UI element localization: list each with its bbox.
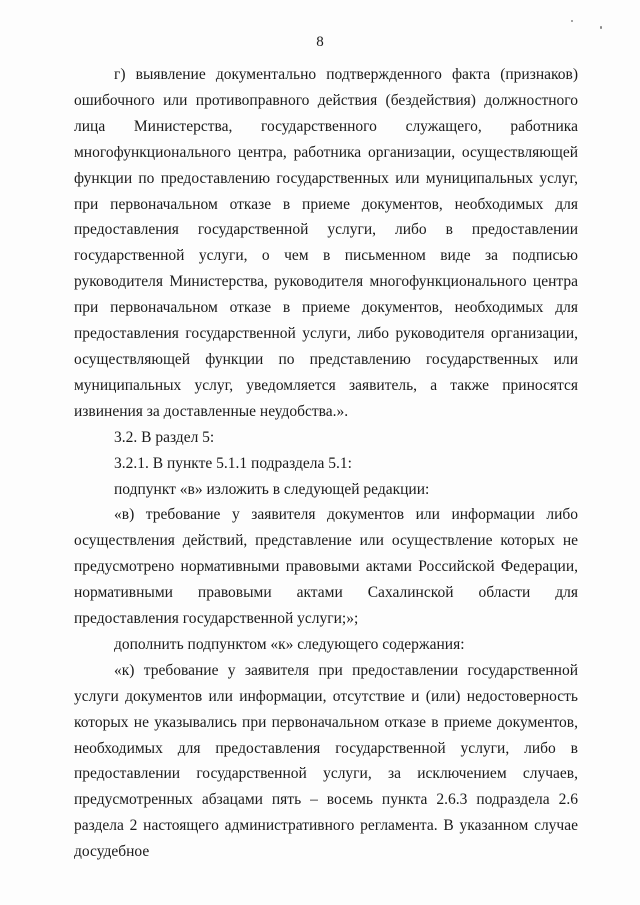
- paragraph-subitem-k: «к) требование у заявителя при предоставлении государственной услуги документов или информации, отсутствие и (или) недостоверность которых не указывались при первоначальном отказе в приеме документов, необходимых для предоставления государственной услуги, либо в предоставлении государственной услуги, за исключением случаев, предусмотренных абзацами пять – восемь пункта 2.6.3 подраздела 2.6 раздела 2 настоящего административного регламента. В указанном случае досудебное: [74, 661, 578, 861]
- paragraph-subitem-k-intro: дополнить подпунктом «к» следующего содержания:: [114, 635, 465, 653]
- paragraph-subitem-v: «в) требование у заявителя документов или информации либо осуществления действий, представление или осуществление которых не предусмотрено нормативными правовыми актами Российской Федерации, нормативными правовыми актами Сахалинской области для предоставления государственной услуги;»;: [74, 506, 578, 628]
- paragraph-item-g: г) выявление документально подтвержденного факта (признаков) ошибочного или противоправного действия (бездействия) должностного лица Министерства, государственного служащего, работника многофункционального центра, работника организации, осуществляющей функции по предоставлению государственных или муниципальных услуг, при первоначальном отказе в приеме документов, необходимых для предоставления государственной услуги, либо в предоставлении государственной услуги, о чем в письменном виде за подписью руководителя Министерства, руководителя многофункционального центра при первоначальном отказе в приеме документов, необходимых для предоставления государственной услуги, либо руководителя организации, осуществляющей функции по представлению государственных или муниципальных услуг, уведомляется заявитель, а также приносятся извинения за доставленные неудобства.».: [74, 66, 578, 420]
- scan-speck: [571, 20, 573, 22]
- paragraph-section-3-2: 3.2. В раздел 5:: [114, 428, 215, 446]
- page-number: 8: [316, 34, 324, 50]
- paragraph-subitem-v-intro: подпункт «в» изложить в следующей редакции:: [114, 480, 430, 498]
- paragraph-section-3-2-1: 3.2.1. В пункте 5.1.1 подраздела 5.1:: [114, 454, 352, 472]
- document-body: [74, 62, 578, 865]
- scan-speck: [600, 26, 602, 29]
